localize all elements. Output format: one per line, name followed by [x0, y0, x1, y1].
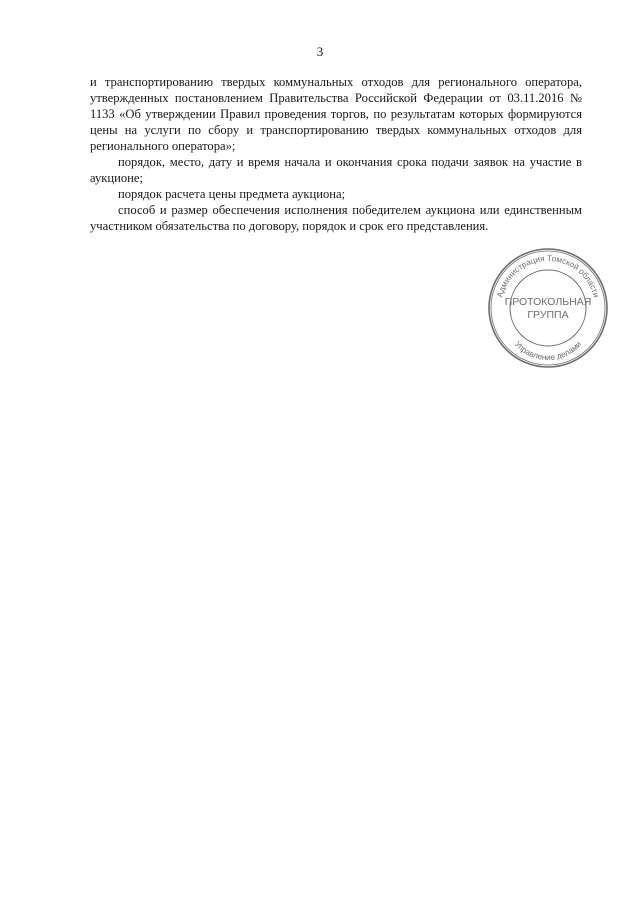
page-number: 3: [316, 44, 324, 59]
stamp-line-2: ГРУППА: [527, 309, 569, 321]
paragraph-4: способ и размер обеспечения исполнения победителем аукциона или единственным участником обязательства по договору, порядок и срок его представления.: [90, 203, 582, 233]
stamp-outer-top-text: Администрация Томской области: [495, 253, 601, 299]
paragraph-3: порядок расчета цены предмета аукциона;: [118, 187, 346, 201]
stamp-outer-bottom-text: Управление делами: [512, 339, 584, 363]
paragraph-1: и транспортированию твердых коммунальных отходов для регионального оператора, утвержденных постановлением Правительства Российской Федерации от 03.11.2016 № 1133 «Об утверждении Правил проведения торгов, по результатам которых формируются цены на услуги по сбору и транспортированию твердых коммунальных отходов для регионального оператора»;: [90, 75, 582, 153]
stamp-line-1: ПРОТОКОЛЬНАЯ: [504, 296, 592, 308]
paragraph-2: порядок, место, дату и время начала и окончания срока подачи заявок на участие в аукционе;: [90, 155, 582, 185]
document-body: [90, 74, 582, 234]
protocol-group-stamp: [486, 246, 610, 370]
